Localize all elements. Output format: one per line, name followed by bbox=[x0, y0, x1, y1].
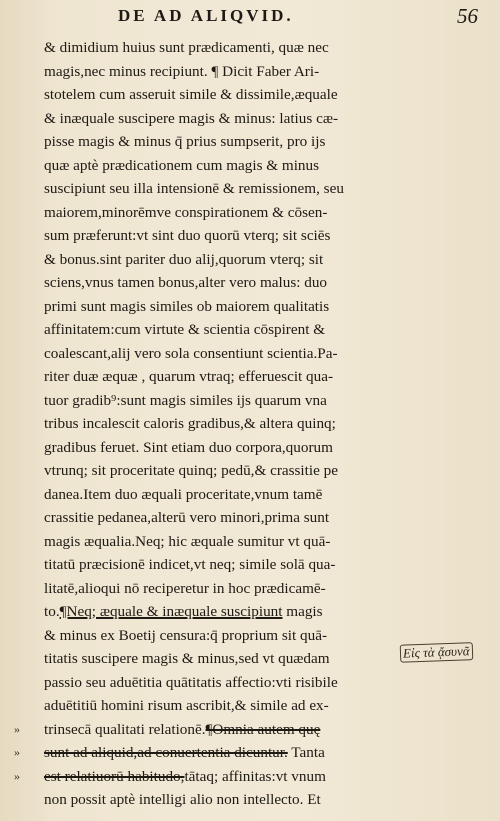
running-head bbox=[118, 4, 478, 30]
text-segment: aduētitiū homini risum ascribit,& simile ad ex- bbox=[44, 697, 329, 714]
text-segment: & dimidium huius sunt prædicamenti, quæ nec bbox=[44, 39, 329, 56]
text-segment: quæ aptè prædicationem cum magis & minus bbox=[44, 156, 320, 174]
text-segment: & inæquale suscipere magis & minus: latius cæ- bbox=[44, 109, 339, 127]
text-line bbox=[44, 741, 412, 765]
text-segment: tribus incalescit caloris gradibus,& altera quinq; bbox=[44, 415, 336, 432]
struck-text: sunt ad aliquid,ad conuertentia dicuntur. bbox=[44, 744, 288, 761]
text-segment: magis æqualia.Neq; hic æquale sumitur vt quā- bbox=[44, 532, 331, 550]
page-number: 56 bbox=[457, 4, 478, 28]
text-segment: tuor gradib⁹:sunt magis similes ijs quarum vna bbox=[44, 391, 327, 409]
text-line bbox=[44, 483, 412, 507]
struck-text: est relatiuorū habitudo, bbox=[44, 767, 185, 785]
text-line bbox=[44, 530, 412, 554]
text-segment: gradibus feruet. Sint etiam duo corpora,quorum bbox=[44, 438, 333, 456]
text-line bbox=[44, 389, 412, 413]
text-line bbox=[44, 107, 412, 131]
text-segment: affinitatem:cum virtute & scientia cōspirent & bbox=[44, 321, 326, 338]
text-line bbox=[44, 671, 412, 695]
text-line bbox=[44, 154, 412, 178]
text-line bbox=[44, 718, 412, 742]
text-segment: sum præferunt:vt sint duo quorū vterq; sit sciēs bbox=[44, 227, 331, 244]
text-line bbox=[44, 177, 412, 201]
text-line bbox=[44, 248, 412, 272]
body-text bbox=[44, 36, 412, 812]
text-line bbox=[44, 271, 412, 295]
text-segment: stotelem cum asseruit simile & dissimile,æquale bbox=[44, 86, 338, 103]
text-segment: trinsecā qualitati relationē. bbox=[44, 720, 206, 738]
text-line bbox=[44, 459, 412, 483]
text-segment: crassitie pedanea,alterū vero minori,prima sunt bbox=[44, 509, 330, 526]
text-line bbox=[44, 365, 412, 389]
text-line bbox=[44, 577, 412, 601]
handwritten-margin-note: Εἰς τὰ ᾄσυνᾶ bbox=[400, 641, 497, 662]
text-segment: & minus ex Boetij censura:q̄ proprium sit quā- bbox=[44, 626, 328, 644]
text-line bbox=[44, 224, 412, 248]
text-segment: & bonus.sint pariter duo alij,quorum vterq; sit bbox=[44, 250, 324, 268]
struck-text: ¶Omnia autem quę bbox=[205, 720, 321, 738]
text-line bbox=[44, 36, 412, 60]
underlined-text: ¶Neq; æquale & inæquale suscipiunt bbox=[59, 603, 283, 620]
text-segment: magis bbox=[282, 603, 323, 620]
text-segment: to. bbox=[44, 603, 60, 620]
text-segment: vtrunq; sit proceritate quinq; pedū,& crassitie pe bbox=[44, 462, 338, 479]
text-line bbox=[44, 506, 412, 530]
text-line bbox=[44, 83, 412, 107]
text-line bbox=[44, 201, 412, 225]
text-segment: coalescant,alij vero sola consentiunt scientia.Pa- bbox=[44, 344, 338, 362]
margin-quote-mark: » bbox=[14, 768, 20, 783]
text-line bbox=[44, 553, 412, 577]
text-segment: non possit aptè intelligi alio non intellecto. Et bbox=[44, 791, 321, 808]
text-segment: litatē,alioqui nō reciperetur in hoc prædicamē- bbox=[44, 579, 326, 597]
text-segment: Tanta bbox=[287, 744, 325, 761]
text-line bbox=[44, 130, 412, 154]
text-segment: passio seu aduētitia quātitatis affectio:vti risibile bbox=[44, 673, 338, 691]
running-title: DE AD ALIQVID. bbox=[118, 6, 294, 25]
text-segment: primi sunt magis similes ob maiorem qualitatis bbox=[44, 297, 330, 315]
text-segment: titatū præcisionē indicet,vt neq; simile solā qua- bbox=[44, 556, 336, 573]
text-segment: pisse magis & minus q̄ prius sumpserit, pro ijs bbox=[44, 133, 326, 150]
text-line bbox=[44, 436, 412, 460]
text-line bbox=[44, 295, 412, 319]
margin-quote-mark: » bbox=[14, 745, 20, 759]
text-line bbox=[44, 694, 412, 718]
text-line bbox=[44, 318, 412, 342]
text-segment: sciens,vnus tamen bonus,alter vero malus: duo bbox=[44, 274, 328, 291]
text-line bbox=[44, 647, 412, 671]
text-line bbox=[44, 765, 412, 789]
text-line bbox=[44, 412, 412, 436]
text-line bbox=[44, 600, 412, 624]
text-line bbox=[44, 60, 412, 84]
text-line bbox=[44, 788, 412, 812]
text-segment: tātaq; affinitas:vt vnum bbox=[184, 767, 326, 785]
text-line bbox=[44, 342, 412, 366]
text-line bbox=[44, 624, 412, 648]
text-segment: titatis suscipere magis & minus,sed vt quædam bbox=[44, 650, 330, 667]
text-segment: danea.Item duo æquali proceritate,vnum tamē bbox=[44, 485, 323, 503]
text-segment: maiorem,minorēmve conspirationem & cōsen- bbox=[44, 203, 328, 221]
text-segment: suscipiunt seu illa intensionē & remissionem, seu bbox=[44, 180, 344, 197]
text-segment: magis,nec minus recipiunt. ¶ Dicit Faber Ari- bbox=[44, 62, 320, 80]
margin-quote-mark: » bbox=[14, 721, 20, 736]
text-segment: riter duæ æquæ , quarum vtraq; efferuescit qua- bbox=[44, 368, 334, 385]
